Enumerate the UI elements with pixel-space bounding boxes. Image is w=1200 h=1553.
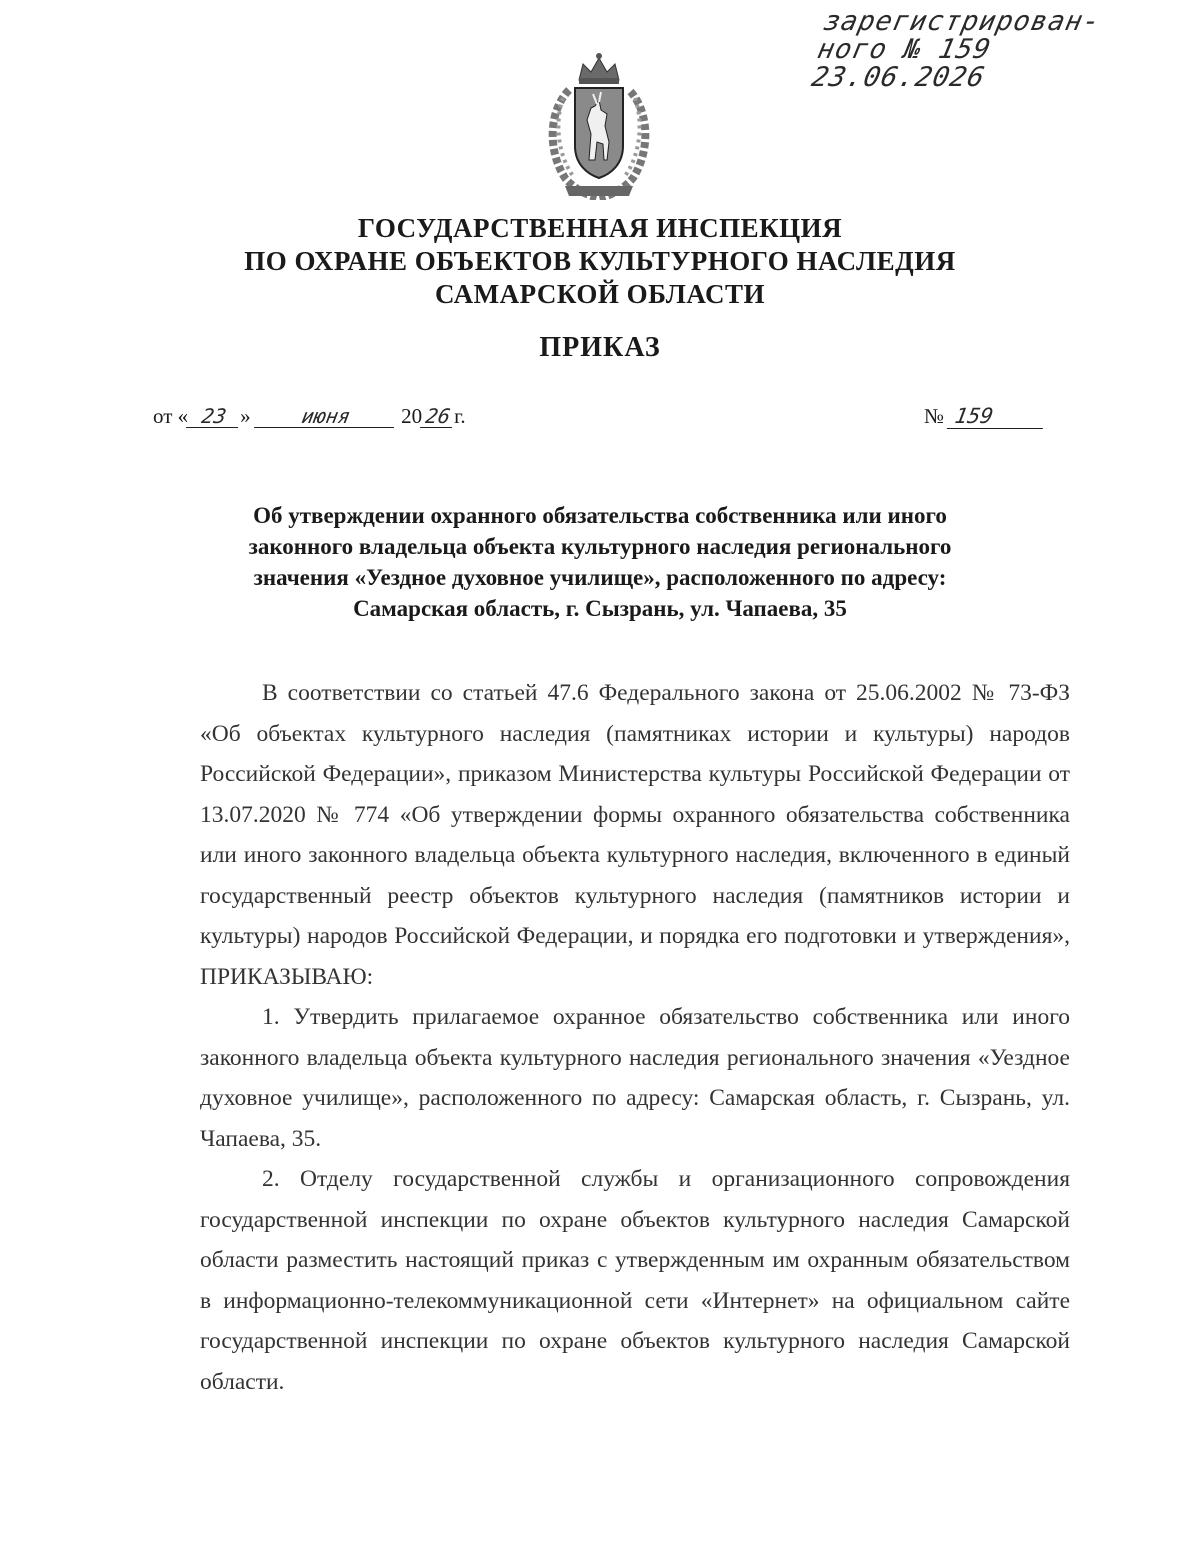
coat-of-arms-icon: [535, 50, 663, 200]
date-suffix: г.: [454, 404, 466, 428]
date-mid: »: [240, 404, 251, 428]
order-number-line: [924, 404, 1045, 429]
body-paragraph-item-1: 1. Утвердить прилагаемое охранное обязательство собственника или иного законного владельца объекта культурного наследия регионального значения «Уездное духовное училище», расположенного по адресу: Самарская область, г. Сызрань, ул. Чапаева, 35.: [200, 1004, 1070, 1152]
org-line-1: ГОСУДАРСТВЕННАЯ ИНСПЕКЦИЯ: [357, 213, 843, 243]
organization-name: [100, 212, 1100, 311]
subject-line-3: значения «Уездное духовное училище», расположенного по адресу:: [253, 565, 947, 590]
date-year-suffix: 26: [420, 405, 456, 428]
date-month: июня: [254, 405, 398, 428]
registration-note-line3: 23.06.2026: [808, 62, 989, 93]
number-label: №: [924, 404, 945, 428]
org-line-2: ПО ОХРАНЕ ОБЪЕКТОВ КУЛЬТУРНОГО НАСЛЕДИЯ: [244, 246, 956, 276]
body-paragraph-item-2: 2. Отделу государственной службы и организационного сопровождения государственной инспекции по охране объектов культурного наследия Самарской области разместить настоящий приказ с утвержденным им охранным обязательством в информационно-телекоммуникационной сети «Интернет» на официальном сайте государственной инспекции по охране объектов культурного наследия Самарской области.: [200, 1166, 1070, 1395]
order-number: 159: [947, 404, 1047, 429]
subject-line-2: законного владельца объекта культурного наследия регионального: [248, 534, 952, 559]
handwritten-registration-note: [809, 8, 1127, 92]
body-paragraph-preamble: В соответствии со статьей 47.6 Федерального закона от 25.06.2002 № 73-ФЗ «Об объектах культурного наследия (памятниках истории и культуры) народов Российской Федерации», приказом Министерства культуры Российской Федерации от 13.07.2020 № 774 «Об утверждении формы охранного обязательства собственника или иного законного владельца объекта культурного наследия, включенного в единый государственный реестр объектов культурного наследия (памятников истории и культуры) народов Российской Федерации, и порядка его подготовки и утверждения», ПРИКАЗЫВАЮ:: [200, 680, 1070, 990]
subject-line-1: Об утверждении охранного обязательства собственника или иного: [253, 503, 947, 528]
subject-line-4: Самарская область, г. Сызрань, ул. Чапаева, 35: [353, 596, 847, 621]
order-date-line: [153, 404, 466, 429]
registration-note-line1: зарегистрирован-: [820, 6, 1104, 37]
registration-note-line2: ного № 159: [814, 34, 994, 65]
order-body: [200, 673, 1070, 1402]
org-line-3: САМАРСКОЙ ОБЛАСТИ: [434, 279, 766, 309]
order-subject: [150, 500, 1050, 624]
date-prefix: от «: [153, 404, 189, 428]
date-day: 23: [186, 405, 242, 428]
document-type-title: ПРИКАЗ: [539, 332, 661, 363]
date-year-prefix: 20: [401, 404, 423, 428]
